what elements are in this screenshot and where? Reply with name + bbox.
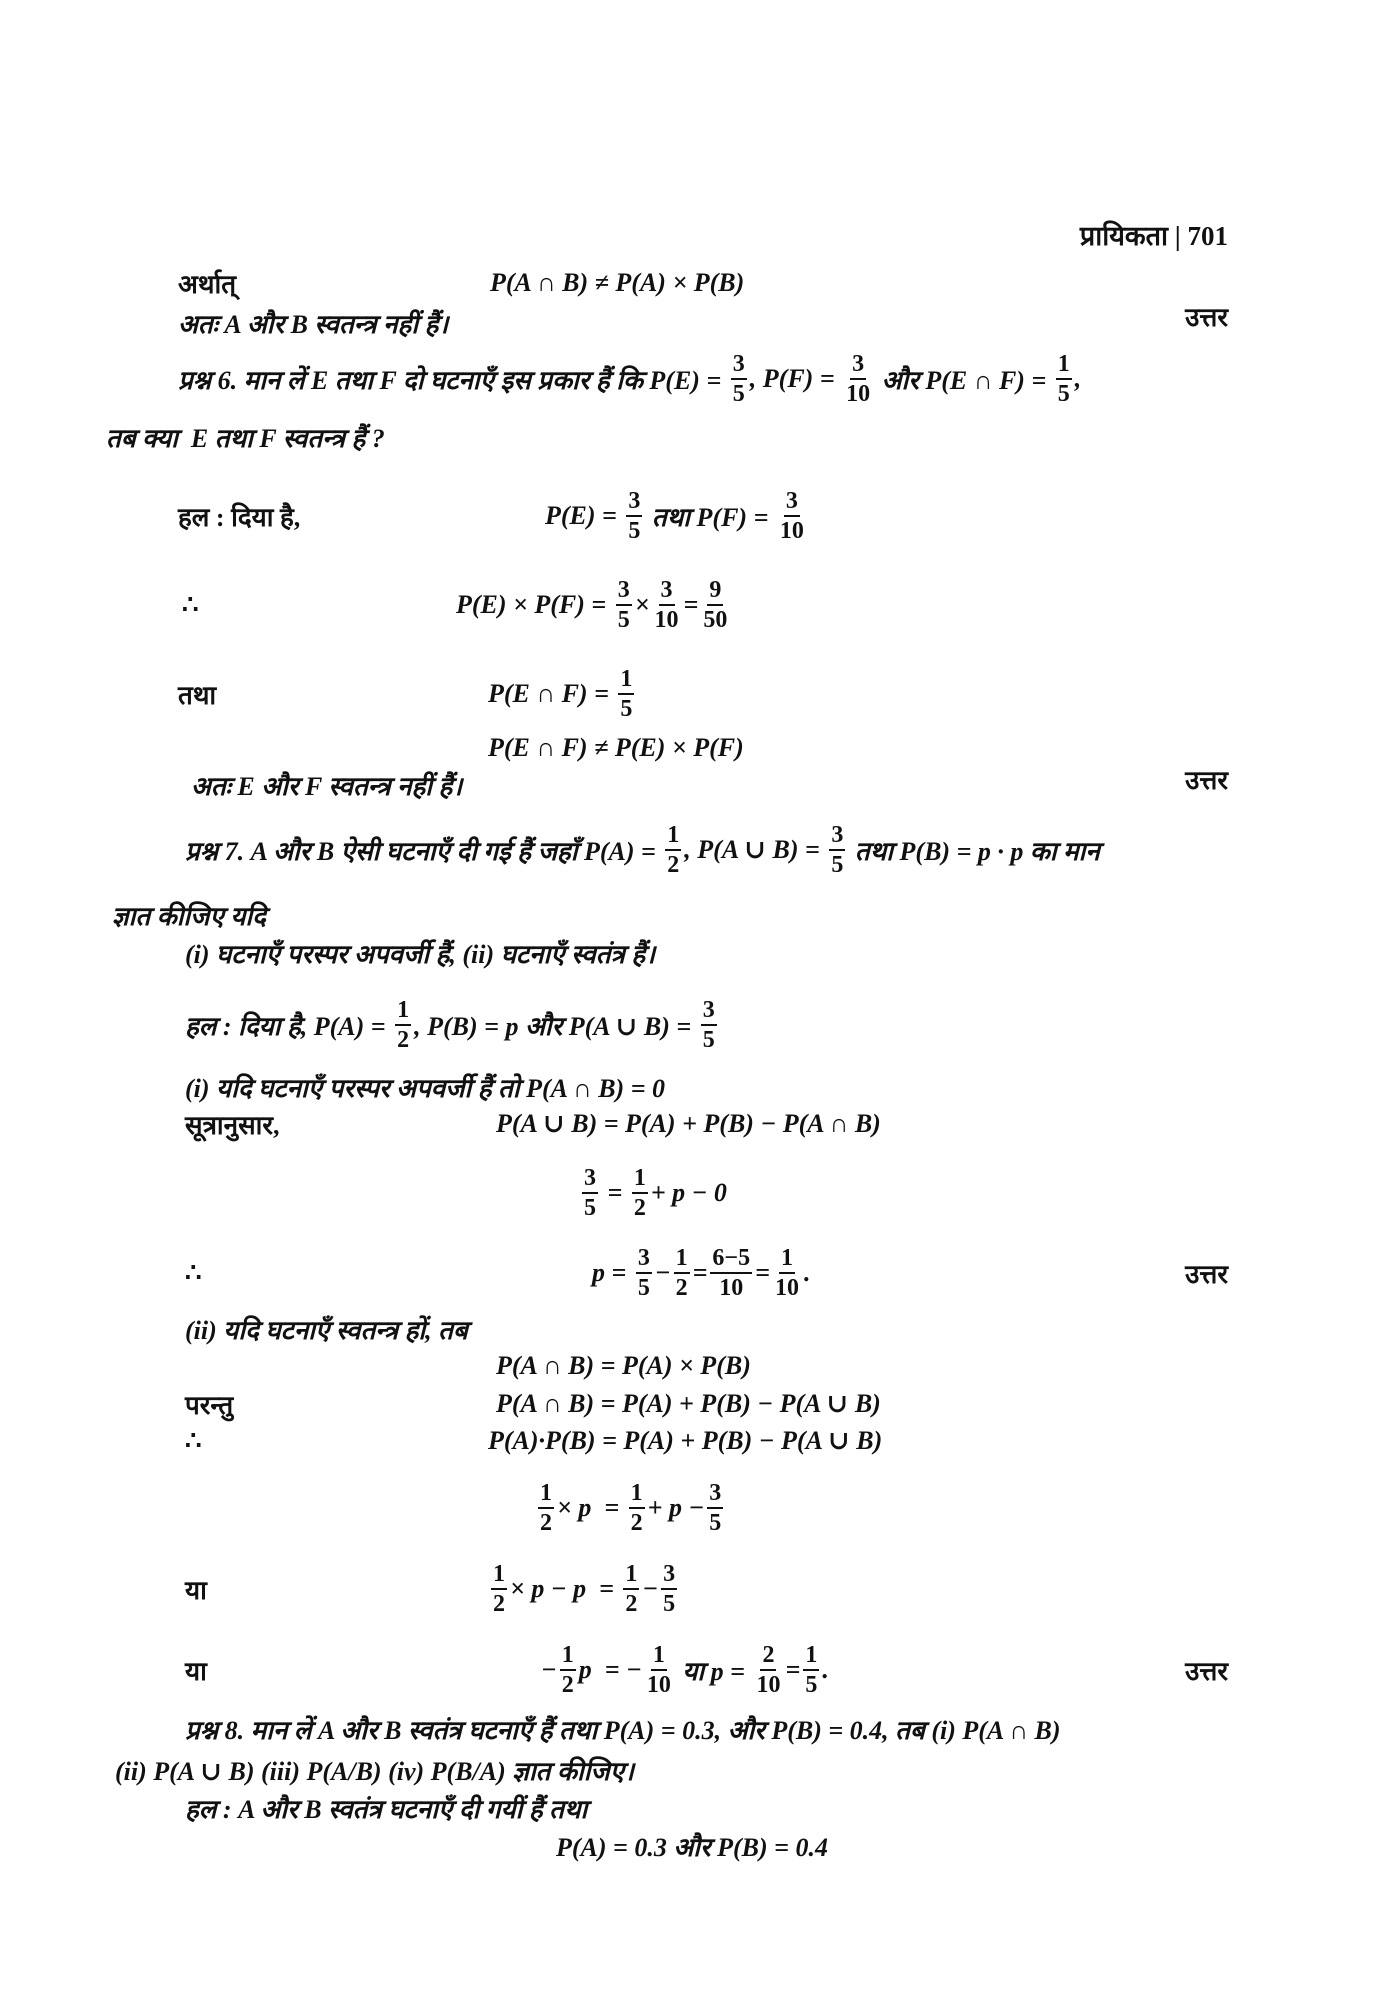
text-segment: P(E ∩ F) = <box>488 679 616 708</box>
numerator: 1 <box>618 667 634 695</box>
text-segment: = <box>692 1258 708 1287</box>
line-label: अर्थात् <box>178 270 237 299</box>
denominator: 50 <box>703 607 728 633</box>
denominator: 2 <box>667 852 680 878</box>
text-segment: P(A)·P(B) = P(A) + P(B) − P(A ∪ B) <box>488 1426 883 1455</box>
text-line <box>488 667 637 721</box>
numerator: 2 <box>760 1643 776 1671</box>
text-line <box>579 1166 727 1220</box>
line-label: सूत्रानुसार, <box>185 1111 280 1140</box>
text-segment: P(A ∪ B) = P(A) + P(B) − P(A ∩ B) <box>496 1109 881 1138</box>
denominator: 2 <box>561 1672 574 1698</box>
line-label: या <box>185 1576 207 1605</box>
fraction <box>560 1643 576 1697</box>
numerator: 3 <box>829 823 845 851</box>
text-segment: = <box>755 1258 770 1287</box>
denominator: 5 <box>628 518 641 544</box>
numerator: 1 <box>560 1643 576 1671</box>
text-line <box>541 1643 829 1697</box>
text-segment: अतः E और F स्वतन्त्र नहीं हैं। <box>191 772 463 801</box>
fraction <box>632 1166 648 1220</box>
denominator: 5 <box>584 1195 596 1221</box>
denominator: 5 <box>1057 381 1070 407</box>
text-line <box>185 935 655 971</box>
text-segment: p = <box>592 1258 633 1287</box>
fraction <box>674 1246 690 1300</box>
text-line <box>488 1562 680 1616</box>
numerator: 1 <box>632 1166 648 1194</box>
answer-marker: उत्तर <box>1185 1260 1228 1289</box>
text-line <box>496 1389 881 1419</box>
text-segment: , P(A ∪ B) = <box>684 835 827 864</box>
text-line <box>488 733 744 763</box>
text-line <box>185 1069 665 1105</box>
fraction <box>582 1166 598 1220</box>
text-segment: और P(E ∩ F) = <box>875 366 1053 395</box>
text-segment: (ii) P(A ∪ B) (iii) P(A/B) (iv) P(B/A) ज्ञात कीजिए। <box>115 1757 634 1786</box>
text-line <box>496 1109 881 1139</box>
text-segment: × p − p = <box>510 1574 621 1603</box>
numerator: 1 <box>538 1481 554 1509</box>
text-segment: p = − <box>578 1655 642 1684</box>
text-segment: प्रश्न 6. मान लें E तथा F दो घटनाएँ इस प्रकार हैं कि P(E) = <box>178 366 728 395</box>
line-label: ∴ <box>185 1426 202 1455</box>
fraction <box>538 1481 554 1535</box>
text-segment: ज्ञात कीजिए यदि <box>112 902 266 931</box>
text-segment: P(E ∩ F) ≠ P(E) × P(F) <box>488 733 744 762</box>
fraction <box>778 489 806 543</box>
fraction <box>773 1246 801 1300</box>
denominator: 5 <box>617 607 630 633</box>
denominator: 5 <box>620 696 633 722</box>
text-segment: P(A ∩ B) = P(A) × P(B) <box>496 1351 751 1380</box>
numerator: 3 <box>661 1562 677 1590</box>
denominator: 5 <box>805 1672 818 1698</box>
denominator: 2 <box>630 1510 643 1536</box>
text-segment: हल : A और B स्वतंत्र घटनाएँ दी गयीं हैं तथा <box>185 1795 588 1824</box>
numerator: 1 <box>395 998 411 1026</box>
numerator: 3 <box>636 1246 652 1274</box>
denominator: 2 <box>675 1275 688 1301</box>
text-segment: P(E) × P(F) = <box>456 590 613 619</box>
denominator: 10 <box>719 1275 744 1301</box>
numerator: 1 <box>623 1562 639 1590</box>
page-number: 701 <box>1187 221 1228 251</box>
answer-marker: उत्तर <box>1185 303 1228 332</box>
numerator: 3 <box>850 352 866 380</box>
denominator: 2 <box>625 1591 638 1617</box>
numerator: 1 <box>779 1246 795 1274</box>
header-separator: | <box>1174 221 1181 251</box>
fraction <box>1056 352 1072 406</box>
text-segment: = <box>785 1655 801 1684</box>
fraction <box>707 1481 723 1535</box>
line-label: तथा <box>178 681 217 710</box>
denominator: 10 <box>774 1275 799 1301</box>
numerator: 1 <box>491 1562 507 1590</box>
text-line <box>185 998 720 1052</box>
text-line <box>535 1481 726 1535</box>
text-segment: + p − <box>647 1493 705 1522</box>
text-line <box>185 823 1100 877</box>
fraction <box>626 489 642 543</box>
numerator: 3 <box>784 489 800 517</box>
denominator: 10 <box>846 381 871 407</box>
numerator: 6−5 <box>710 1246 752 1274</box>
numerator: 3 <box>659 578 675 606</box>
text-segment: P(A ∩ B) = P(A) + P(B) − P(A ∪ B) <box>496 1389 881 1418</box>
answer-marker: उत्तर <box>1185 766 1228 795</box>
text-line <box>490 268 744 298</box>
fraction <box>623 1562 639 1616</box>
text-segment: − <box>541 1655 557 1684</box>
text-line <box>185 1790 587 1826</box>
numerator: 1 <box>1056 352 1072 380</box>
text-segment: P(E) = <box>545 501 624 530</box>
denominator: 2 <box>540 1510 552 1536</box>
text-segment: × p = <box>557 1493 626 1522</box>
numerator: 3 <box>616 578 632 606</box>
text-segment: , P(B) = p और P(A ∪ B) = <box>414 1012 698 1041</box>
fraction <box>803 1643 819 1697</box>
fraction <box>491 1562 507 1616</box>
numerator: 1 <box>674 1246 690 1274</box>
fraction <box>636 1246 652 1300</box>
text-line <box>545 489 809 543</box>
denominator: 10 <box>646 1672 671 1698</box>
text-segment: , <box>1074 364 1082 393</box>
text-segment: प्रश्न 7. A और B ऐसी घटनाएँ दी गई हैं जहाँ P(A) = <box>185 837 663 866</box>
numerator: 9 <box>707 578 723 606</box>
numerator: 3 <box>701 998 717 1026</box>
page-header <box>1080 216 1228 253</box>
numerator: 1 <box>803 1643 819 1671</box>
text-segment: (i) यदि घटनाएँ परस्पर अपवर्जी हैं तो P(A ∩ B) = 0 <box>185 1074 666 1103</box>
line-label: या <box>185 1657 207 1686</box>
text-segment: , P(F) = <box>749 364 842 393</box>
chapter-title: प्रायिकता <box>1079 221 1169 251</box>
numerator: 3 <box>731 352 747 380</box>
fraction <box>661 1562 677 1616</box>
denominator: 2 <box>493 1591 505 1617</box>
fraction <box>653 578 681 632</box>
text-segment: × <box>634 590 650 619</box>
text-line <box>556 1828 828 1864</box>
denominator: 10 <box>654 607 679 633</box>
text-segment: हल : दिया है, P(A) = <box>185 1012 393 1041</box>
text-segment: . <box>822 1655 829 1684</box>
answer-marker: उत्तर <box>1185 1657 1228 1686</box>
fraction <box>665 823 681 877</box>
text-segment: P(A) = 0.3 और P(B) = 0.4 <box>556 1833 828 1862</box>
denominator: 5 <box>663 1591 676 1617</box>
text-line <box>456 578 732 632</box>
denominator: 2 <box>633 1195 646 1221</box>
numerator: 1 <box>629 1481 645 1509</box>
denominator: 10 <box>779 518 804 544</box>
fraction <box>618 667 634 721</box>
text-line <box>488 1426 882 1456</box>
fraction <box>710 1246 752 1300</box>
numerator: 3 <box>707 1481 723 1509</box>
text-segment: (i) घटनाएँ परस्पर अपवर्जी हैं, (ii) घटनाएँ स्वतंत्र हैं। <box>185 940 656 969</box>
numerator: 3 <box>582 1166 598 1194</box>
numerator: 1 <box>651 1643 667 1671</box>
fraction <box>829 823 845 877</box>
fraction <box>629 1481 645 1535</box>
denominator: 5 <box>709 1510 722 1536</box>
fraction <box>844 352 872 406</box>
text-segment: या p = <box>675 1657 752 1686</box>
text-segment: − <box>642 1574 659 1603</box>
line-label: परन्तु <box>185 1391 234 1420</box>
denominator: 10 <box>756 1672 781 1698</box>
fraction <box>395 998 411 1052</box>
text-line <box>112 897 266 933</box>
fraction <box>616 578 632 632</box>
text-line <box>191 767 462 803</box>
text-line <box>185 1711 1061 1747</box>
text-segment: . <box>803 1258 811 1287</box>
text-line <box>106 419 385 455</box>
text-segment: = <box>683 590 699 619</box>
text-segment: P(A ∩ B) ≠ P(A) × P(B) <box>490 268 745 297</box>
text-segment: − <box>654 1258 671 1287</box>
text-segment: प्रश्न 8. मान लें A और B स्वतंत्र घटनाएँ हैं तथा P(A) = 0.3, और P(B) = 0.4, तब (i) P(A ∩ B) <box>185 1716 1061 1745</box>
text-segment: तथा P(B) = p · p का मान <box>848 837 1100 866</box>
line-label: ∴ <box>182 590 199 619</box>
text-line <box>178 305 448 341</box>
line-label: हल : दिया है, <box>178 503 301 532</box>
fraction <box>754 1643 782 1697</box>
text-line <box>185 1311 468 1347</box>
line-label: ∴ <box>185 1258 202 1287</box>
denominator: 5 <box>732 381 745 407</box>
text-line <box>115 1752 634 1788</box>
text-segment: तब क्या E तथा F स्वतन्त्र हैं ? <box>106 424 385 453</box>
text-line <box>496 1351 751 1381</box>
denominator: 5 <box>831 852 844 878</box>
fraction <box>701 578 729 632</box>
fraction <box>645 1643 673 1697</box>
numerator: 3 <box>626 489 642 517</box>
numerator: 1 <box>665 823 681 851</box>
text-segment: (ii) यदि घटनाएँ स्वतन्त्र हों, तब <box>185 1316 468 1345</box>
denominator: 5 <box>637 1275 650 1301</box>
denominator: 5 <box>702 1027 715 1053</box>
text-line <box>592 1246 810 1300</box>
text-line <box>178 352 1081 406</box>
denominator: 2 <box>397 1027 410 1053</box>
text-segment: तथा P(F) = <box>645 503 775 532</box>
text-segment: + p − 0 <box>650 1178 727 1207</box>
text-segment: = <box>601 1178 629 1207</box>
fraction <box>731 352 747 406</box>
fraction <box>701 998 717 1052</box>
text-segment: अतः A और B स्वतन्त्र नहीं हैं। <box>178 310 449 339</box>
